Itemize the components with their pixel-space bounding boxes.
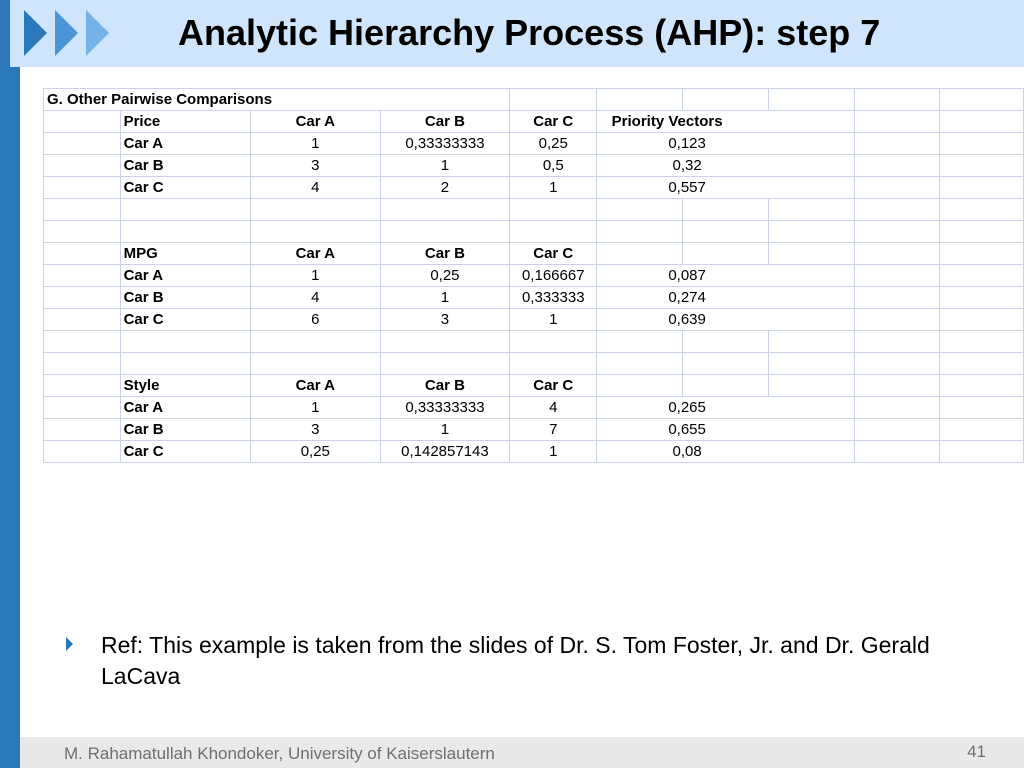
chevron-right-icon [55, 10, 78, 56]
slide-title: Analytic Hierarchy Process (AHP): step 7 [178, 12, 881, 53]
left-accent-bar [0, 0, 20, 768]
priority-vector-cell: 0,265 [597, 397, 855, 419]
bullet-arrow-icon [66, 637, 73, 651]
column-header: Car C [510, 111, 597, 133]
table-row [44, 111, 1024, 133]
table-cell: 1 [510, 309, 597, 331]
column-header: Car B [380, 375, 510, 397]
priority-vector-cell: 0,08 [597, 441, 855, 463]
column-header: Car A [251, 243, 380, 265]
chevron-right-icon [86, 10, 109, 56]
table-cell: 1 [380, 419, 510, 441]
table-cell: 3 [380, 309, 510, 331]
priority-vector-cell: 0,087 [597, 265, 855, 287]
priority-vector-cell: 0,32 [597, 155, 855, 177]
slide-header [10, 0, 1024, 67]
table-row [44, 221, 1024, 243]
table-row [44, 89, 1024, 111]
priority-vector-cell: 0,557 [597, 177, 855, 199]
table-cell: 0,25 [380, 265, 510, 287]
row-label: Car C [120, 177, 250, 199]
table-cell: 0,25 [251, 441, 380, 463]
table-cell: 4 [251, 177, 380, 199]
table-cell: 1 [251, 397, 380, 419]
row-label: Car B [120, 419, 250, 441]
row-label: Car A [120, 133, 250, 155]
table-cell: 1 [510, 441, 597, 463]
table-cell: 0,25 [510, 133, 597, 155]
table-row [44, 397, 1024, 419]
table-cell: 0,5 [510, 155, 597, 177]
table-row [44, 353, 1024, 375]
table-cell: 0,33333333 [380, 133, 510, 155]
table-cell: 0,33333333 [380, 397, 510, 419]
priority-vector-cell: 0,655 [597, 419, 855, 441]
table-row [44, 309, 1024, 331]
column-header: Car B [380, 111, 510, 133]
page-number: 41 [967, 742, 986, 761]
priority-vector-cell: 0,639 [597, 309, 855, 331]
table-cell: 1 [510, 177, 597, 199]
table-cell: 4 [510, 397, 597, 419]
header-arrows [24, 10, 117, 56]
table-row [44, 287, 1024, 309]
priority-vector-cell: 0,123 [597, 133, 855, 155]
table-cell: 3 [251, 155, 380, 177]
table-cell: 1 [251, 265, 380, 287]
table-cell: 3 [251, 419, 380, 441]
table-cell: 6 [251, 309, 380, 331]
table-row [44, 419, 1024, 441]
table-cell: 0,166667 [510, 265, 597, 287]
table-cell: 1 [380, 287, 510, 309]
table-cell: 1 [380, 155, 510, 177]
priority-vector-cell: 0,274 [597, 287, 855, 309]
table-cell: 0,142857143 [380, 441, 510, 463]
row-label: Car C [120, 309, 250, 331]
criterion-label: MPG [120, 243, 250, 265]
row-label: Car A [120, 265, 250, 287]
table-cell: 1 [251, 133, 380, 155]
table-row [44, 155, 1024, 177]
spreadsheet-table [43, 88, 1024, 463]
column-header: Car C [510, 243, 597, 265]
criterion-label: Price [120, 111, 250, 133]
table-row [44, 133, 1024, 155]
table-cell: 7 [510, 419, 597, 441]
column-header: Car A [251, 111, 380, 133]
slide-footer [20, 737, 1024, 768]
table-row [44, 375, 1024, 397]
priority-vectors-header: Priority Vectors [597, 111, 855, 133]
table-row [44, 441, 1024, 463]
table-row [44, 177, 1024, 199]
row-label: Car B [120, 155, 250, 177]
table-row [44, 331, 1024, 353]
reference-text: Ref: This example is taken from the slides of Dr. S. Tom Foster, Jr. and Dr. Gerald LaCava [101, 632, 930, 689]
table-cell: 4 [251, 287, 380, 309]
table-cell: 2 [380, 177, 510, 199]
sheet-heading: G. Other Pairwise Comparisons [44, 89, 510, 111]
chevron-right-icon [24, 10, 47, 56]
row-label: Car B [120, 287, 250, 309]
column-header: Car C [510, 375, 597, 397]
row-label: Car A [120, 397, 250, 419]
row-label: Car C [120, 441, 250, 463]
column-header: Car A [251, 375, 380, 397]
table-cell: 0,333333 [510, 287, 597, 309]
footer-author: M. Rahamatullah Khondoker, University of Kaiserslautern [64, 744, 495, 763]
column-header: Car B [380, 243, 510, 265]
table-row [44, 199, 1024, 221]
table-row [44, 265, 1024, 287]
criterion-label: Style [120, 375, 250, 397]
table-row [44, 243, 1024, 265]
